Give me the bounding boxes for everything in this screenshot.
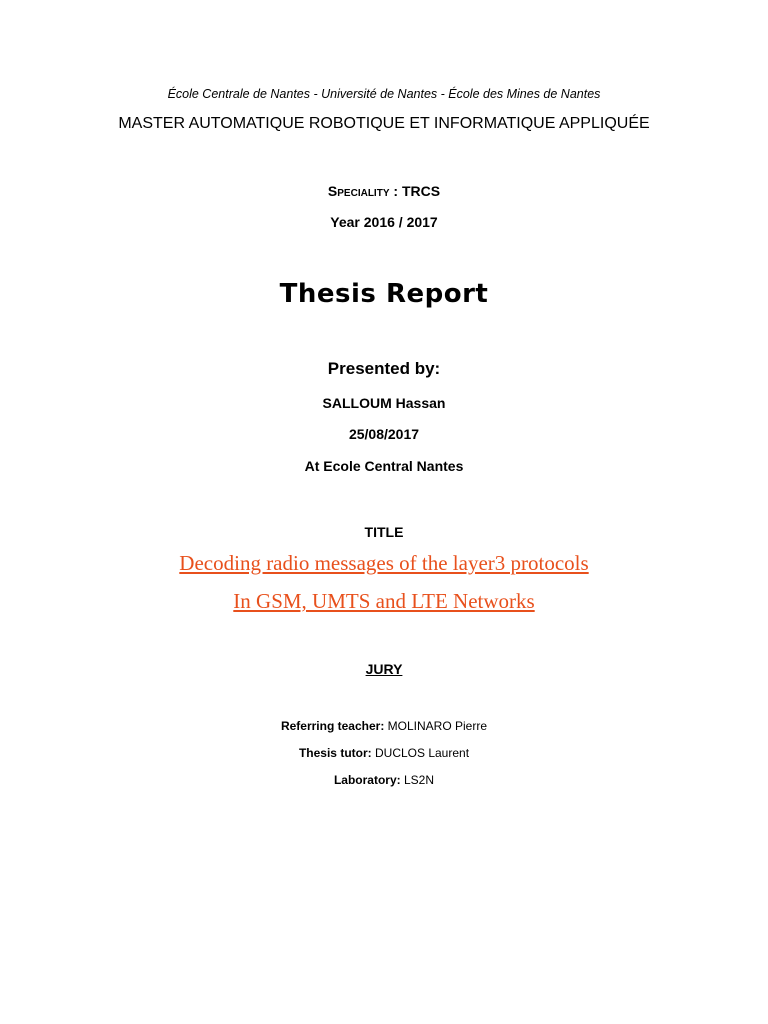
title-label: TITLE [364, 524, 404, 540]
jury-role: Referring teacher: [280, 719, 385, 733]
academic-year: Year 2016 / 2017 [330, 214, 438, 230]
master-program: MASTER AUTOMATIQUE ROBOTIQUE ET INFORMATIQUE APPLIQUÉE [118, 115, 650, 132]
jury-member [0, 719, 768, 733]
jury-name: DUCLOS Laurent [374, 746, 470, 760]
jury-member [0, 773, 768, 787]
jury-name: MOLINARO Pierre [387, 719, 488, 733]
thesis-title-line-2: In GSM, UMTS and LTE Networks [233, 589, 535, 613]
jury-name: LS2N [404, 773, 435, 787]
speciality [0, 183, 768, 199]
page-title: Thesis Report [279, 279, 489, 309]
jury-heading: JURY [365, 661, 403, 677]
schools-line: École Centrale de Nantes - Université de Nantes - École des Mines de Nantes [167, 87, 601, 101]
presentation-place: At Ecole Central Nantes [304, 458, 464, 474]
jury-member [0, 746, 768, 760]
author-name: SALLOUM Hassan [322, 395, 446, 411]
jury-role: Laboratory: [333, 773, 401, 787]
presentation-date: 25/08/2017 [348, 426, 420, 442]
speciality-label: Speciality : [327, 183, 399, 199]
presented-by-label: Presented by: [327, 359, 441, 378]
jury-role: Thesis tutor: [298, 746, 372, 760]
thesis-title-line-1: Decoding radio messages of the layer3 protocols [179, 551, 589, 575]
speciality-value: TRCS [401, 183, 441, 199]
